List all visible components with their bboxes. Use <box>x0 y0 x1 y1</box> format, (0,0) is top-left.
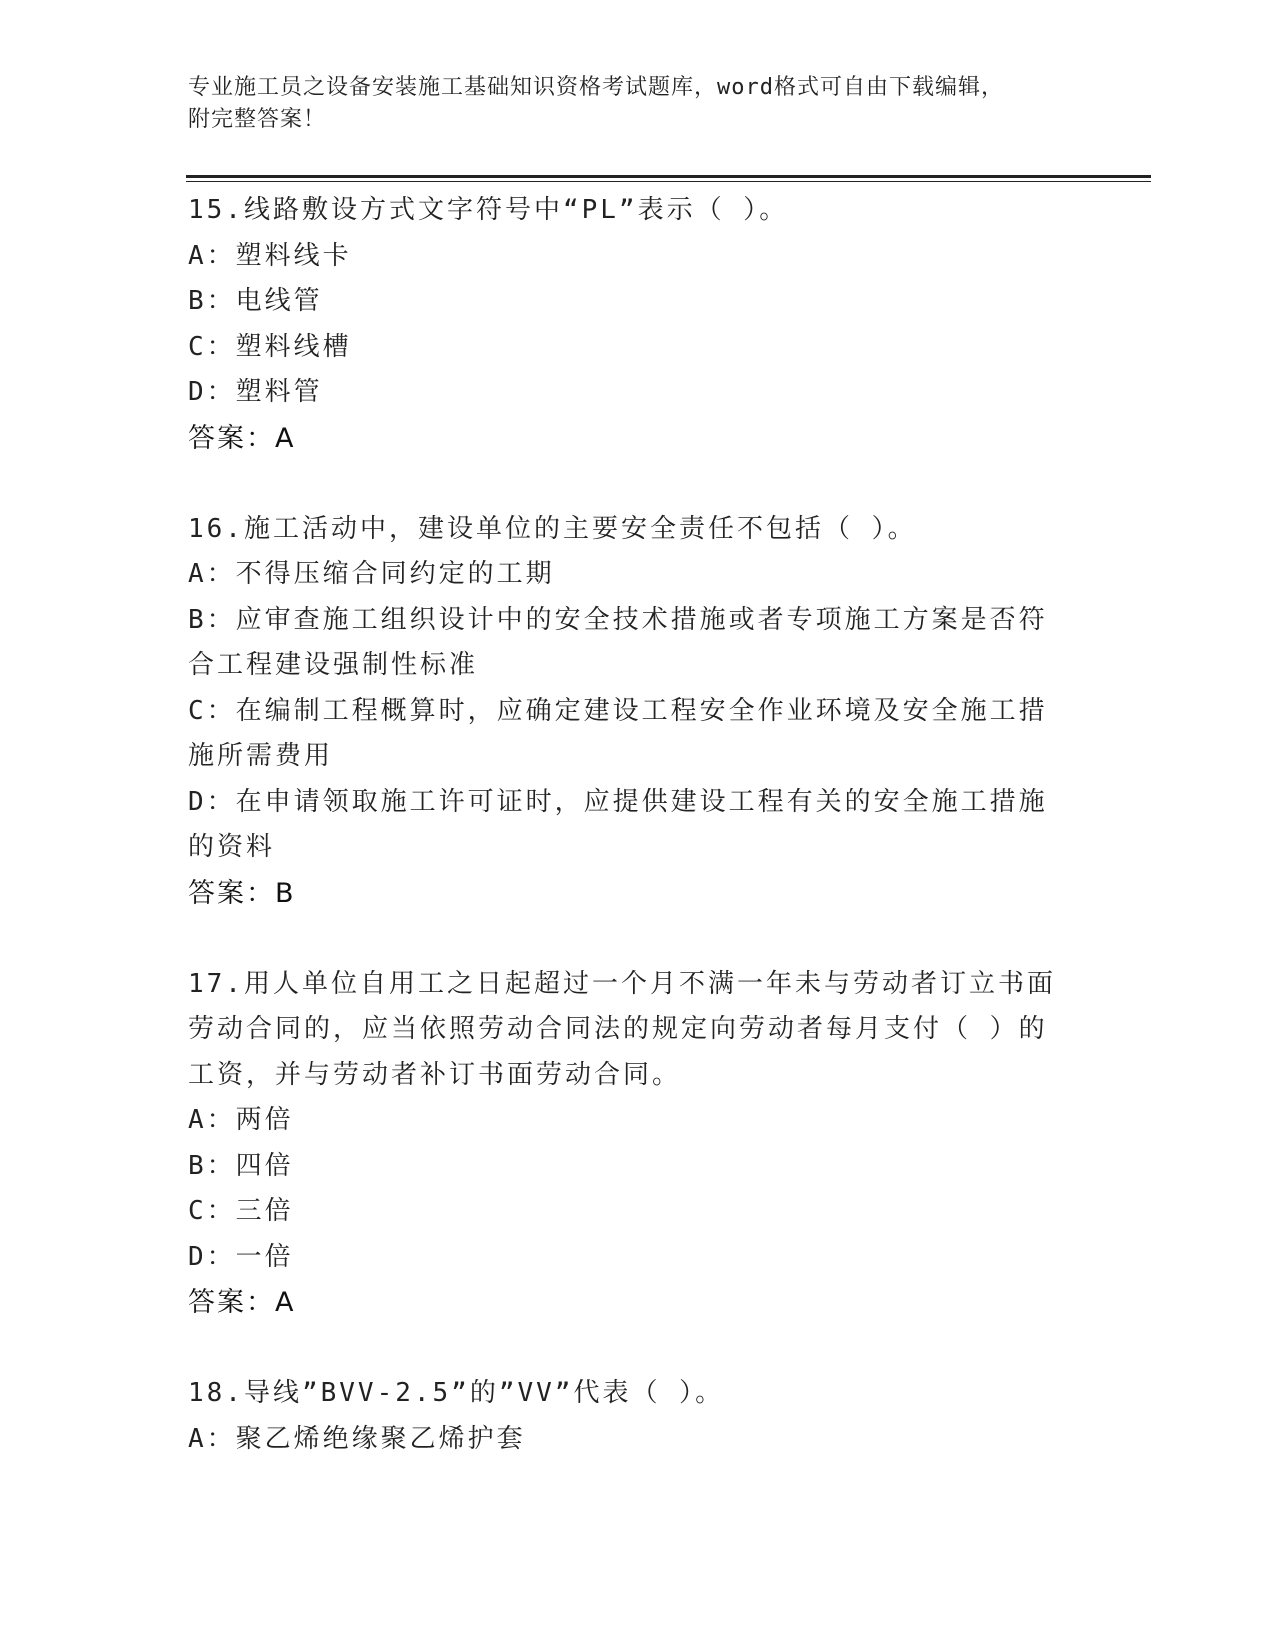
answer-line: 答案：A <box>188 1287 296 1318</box>
question-16 <box>188 507 1068 917</box>
option-a: A：不得压缩合同约定的工期 <box>188 559 555 589</box>
option-c: C：三倍 <box>188 1196 294 1226</box>
answer-line: 答案：B <box>188 877 296 909</box>
option-a: A：塑料线卡 <box>188 240 352 271</box>
question-18 <box>188 1371 1068 1462</box>
document-header <box>188 72 1068 136</box>
question-spacer <box>188 461 1068 507</box>
question-spacer <box>188 916 1068 962</box>
option-a: A：两倍 <box>188 1105 294 1135</box>
question-stem: 15.线路敷设方式文字符号中“PL”表示（ ）。 <box>188 195 789 225</box>
question-stem: 16.施工活动中，建设单位的主要安全责任不包括（ ）。 <box>188 513 917 544</box>
question-list <box>188 188 1068 1462</box>
question-spacer <box>188 1326 1068 1372</box>
question-15 <box>188 188 1068 461</box>
header-divider-thin <box>186 181 1151 182</box>
option-c: C：在编制工程概算时，应确定建设工程安全作业环境及安全施工措施所需费用 <box>188 695 1048 771</box>
header-line-1: 专业施工员之设备安装施工基础知识资格考试题库，word格式可自由下载编辑， <box>188 75 1004 100</box>
option-a: A：聚乙烯绝缘聚乙烯护套 <box>188 1423 526 1454</box>
option-c: C：塑料线槽 <box>188 331 352 362</box>
option-b: B：四倍 <box>188 1150 294 1181</box>
option-b: B：应审查施工组织设计中的安全技术措施或者专项施工方案是否符合工程建设强制性标准 <box>188 604 1048 680</box>
option-b: B：电线管 <box>188 286 323 316</box>
question-stem: 17.用人单位自用工之日起超过一个月不满一年未与劳动者订立书面劳动合同的，应当依照劳动合同法的规定向劳动者每月支付（ ）的工资，并与劳动者补订书面劳动合同。 <box>188 968 1056 1090</box>
header-divider-thick <box>186 175 1151 178</box>
option-d: D：塑料管 <box>188 377 323 407</box>
option-d: D：一倍 <box>188 1241 294 1272</box>
question-stem: 18.导线”BVV-2.5”的”VV”代表（ ）。 <box>188 1378 725 1408</box>
header-line-2: 附完整答案！ <box>188 107 327 132</box>
question-17 <box>188 962 1068 1326</box>
option-d: D：在申请领取施工许可证时，应提供建设工程有关的安全施工措施的资料 <box>188 786 1048 862</box>
answer-line: 答案：A <box>188 422 296 454</box>
